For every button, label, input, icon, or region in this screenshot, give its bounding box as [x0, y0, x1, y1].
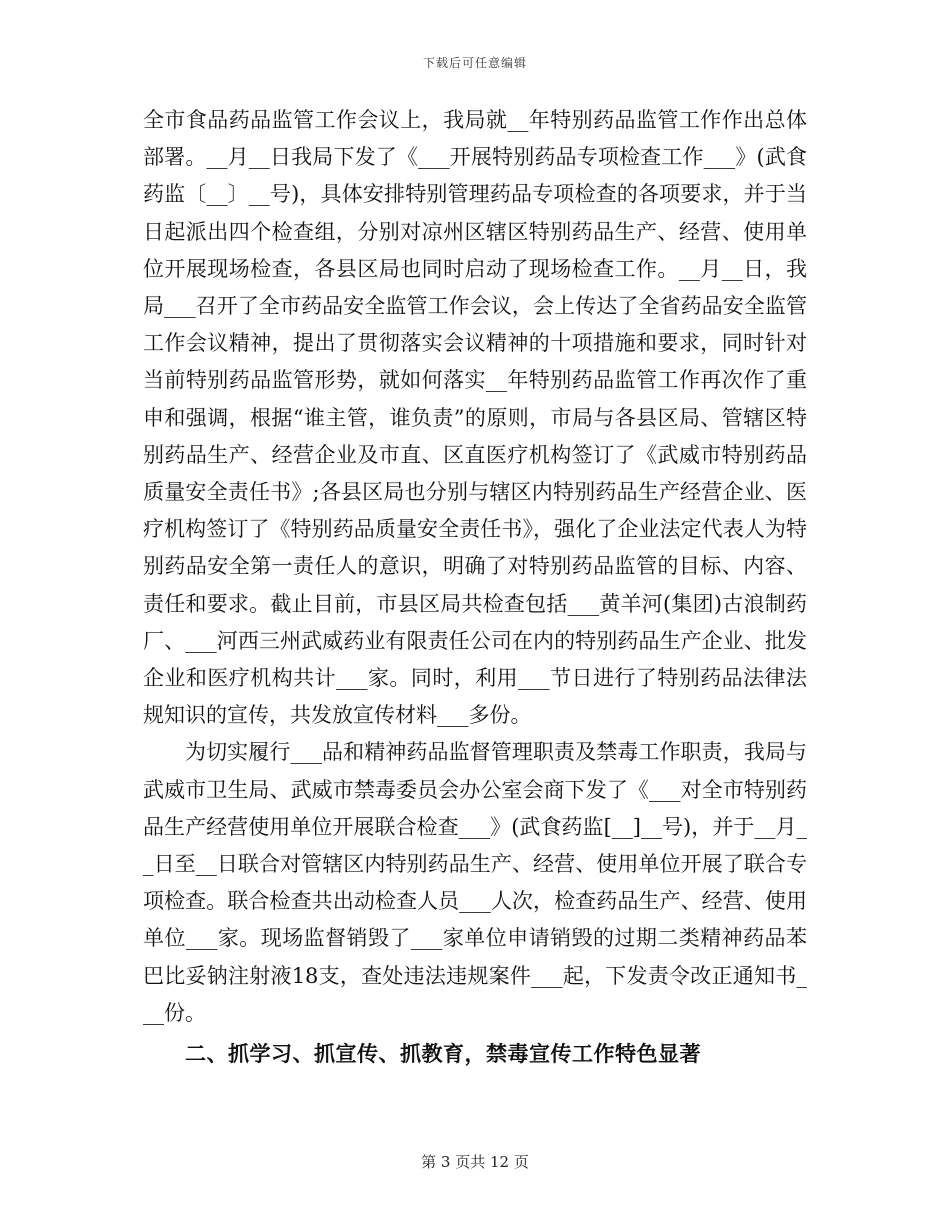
- paragraph-2: 为切实履行___品和精神药品监督管理职责及禁毒工作职责，我局与武威市卫生局、武威市禁毒委员会办公室会商下发了《___对全市特别药品生产经营使用单位开展联合检查___》(武食药监[__]__号)，并于__月__日至__日联合对管辖区内特别药品生产、经营、使用单位开展了联合专项检查。联合检查共出动检查人员___人次，检查药品生产、经营、使用单位___家。现场监督销毁了___家单位申请销毁的过期二类精神药品苯巴比妥钠注射液18支，查处违法违规案件___起，下发责令改正通知书___份。: [143, 740, 807, 1025]
- paragraph-1: 全市食品药品监管工作会议上，我局就__年特别药品监管工作作出总体部署。__月__日我局下发了《___开展特别药品专项检查工作___》(武食药监〔__〕__号)，具体安排特别管理药品专项检查的各项要求，并于当日起派出四个检查组，分别对凉州区辖区特别药品生产、经营、使用单位开展现场检查，各县区局也同时启动了现场检查工作。__月__日，我局___召开了全市药品安全监管工作会议，会上传达了全省药品安全监管工作会议精神，提出了贯彻落实会议精神的十项措施和要求，同时针对当前特别药品监管形势，就如何落实__年特别药品监管工作再次作了重申和强调，根据“谁主管，谁负责”的原则，市局与各县区局、管辖区特别药品生产、经营企业及市直、区直医疗机构签订了《武威市特别药品质量安全责任书》;各县区局也分别与辖区内特别药品生产经营企业、医疗机构签订了《特别药品质量安全责任书》，强化了企业法定代表人为特别药品安全第一责任人的意识，明确了对特别药品监管的目标、内容、责任和要求。截止目前，市县区局共检查包括___黄羊河(集团)古浪制药厂、___河西三州武威药业有限责任公司在内的特别药品生产企业、批发企业和医疗机构共计___家。同时，利用___节日进行了特别药品法律法规知识的宣传，共发放宣传材料___多份。: [143, 108, 807, 728]
- document-body: [143, 102, 807, 1074]
- header-note: 下载后可任意编辑: [422, 56, 527, 70]
- section-heading: 二、抓学习、抓宣传、抓教育，禁毒宣传工作特色显著: [185, 1041, 701, 1067]
- page-indicator: 第 3 页共 12 页: [421, 1153, 529, 1171]
